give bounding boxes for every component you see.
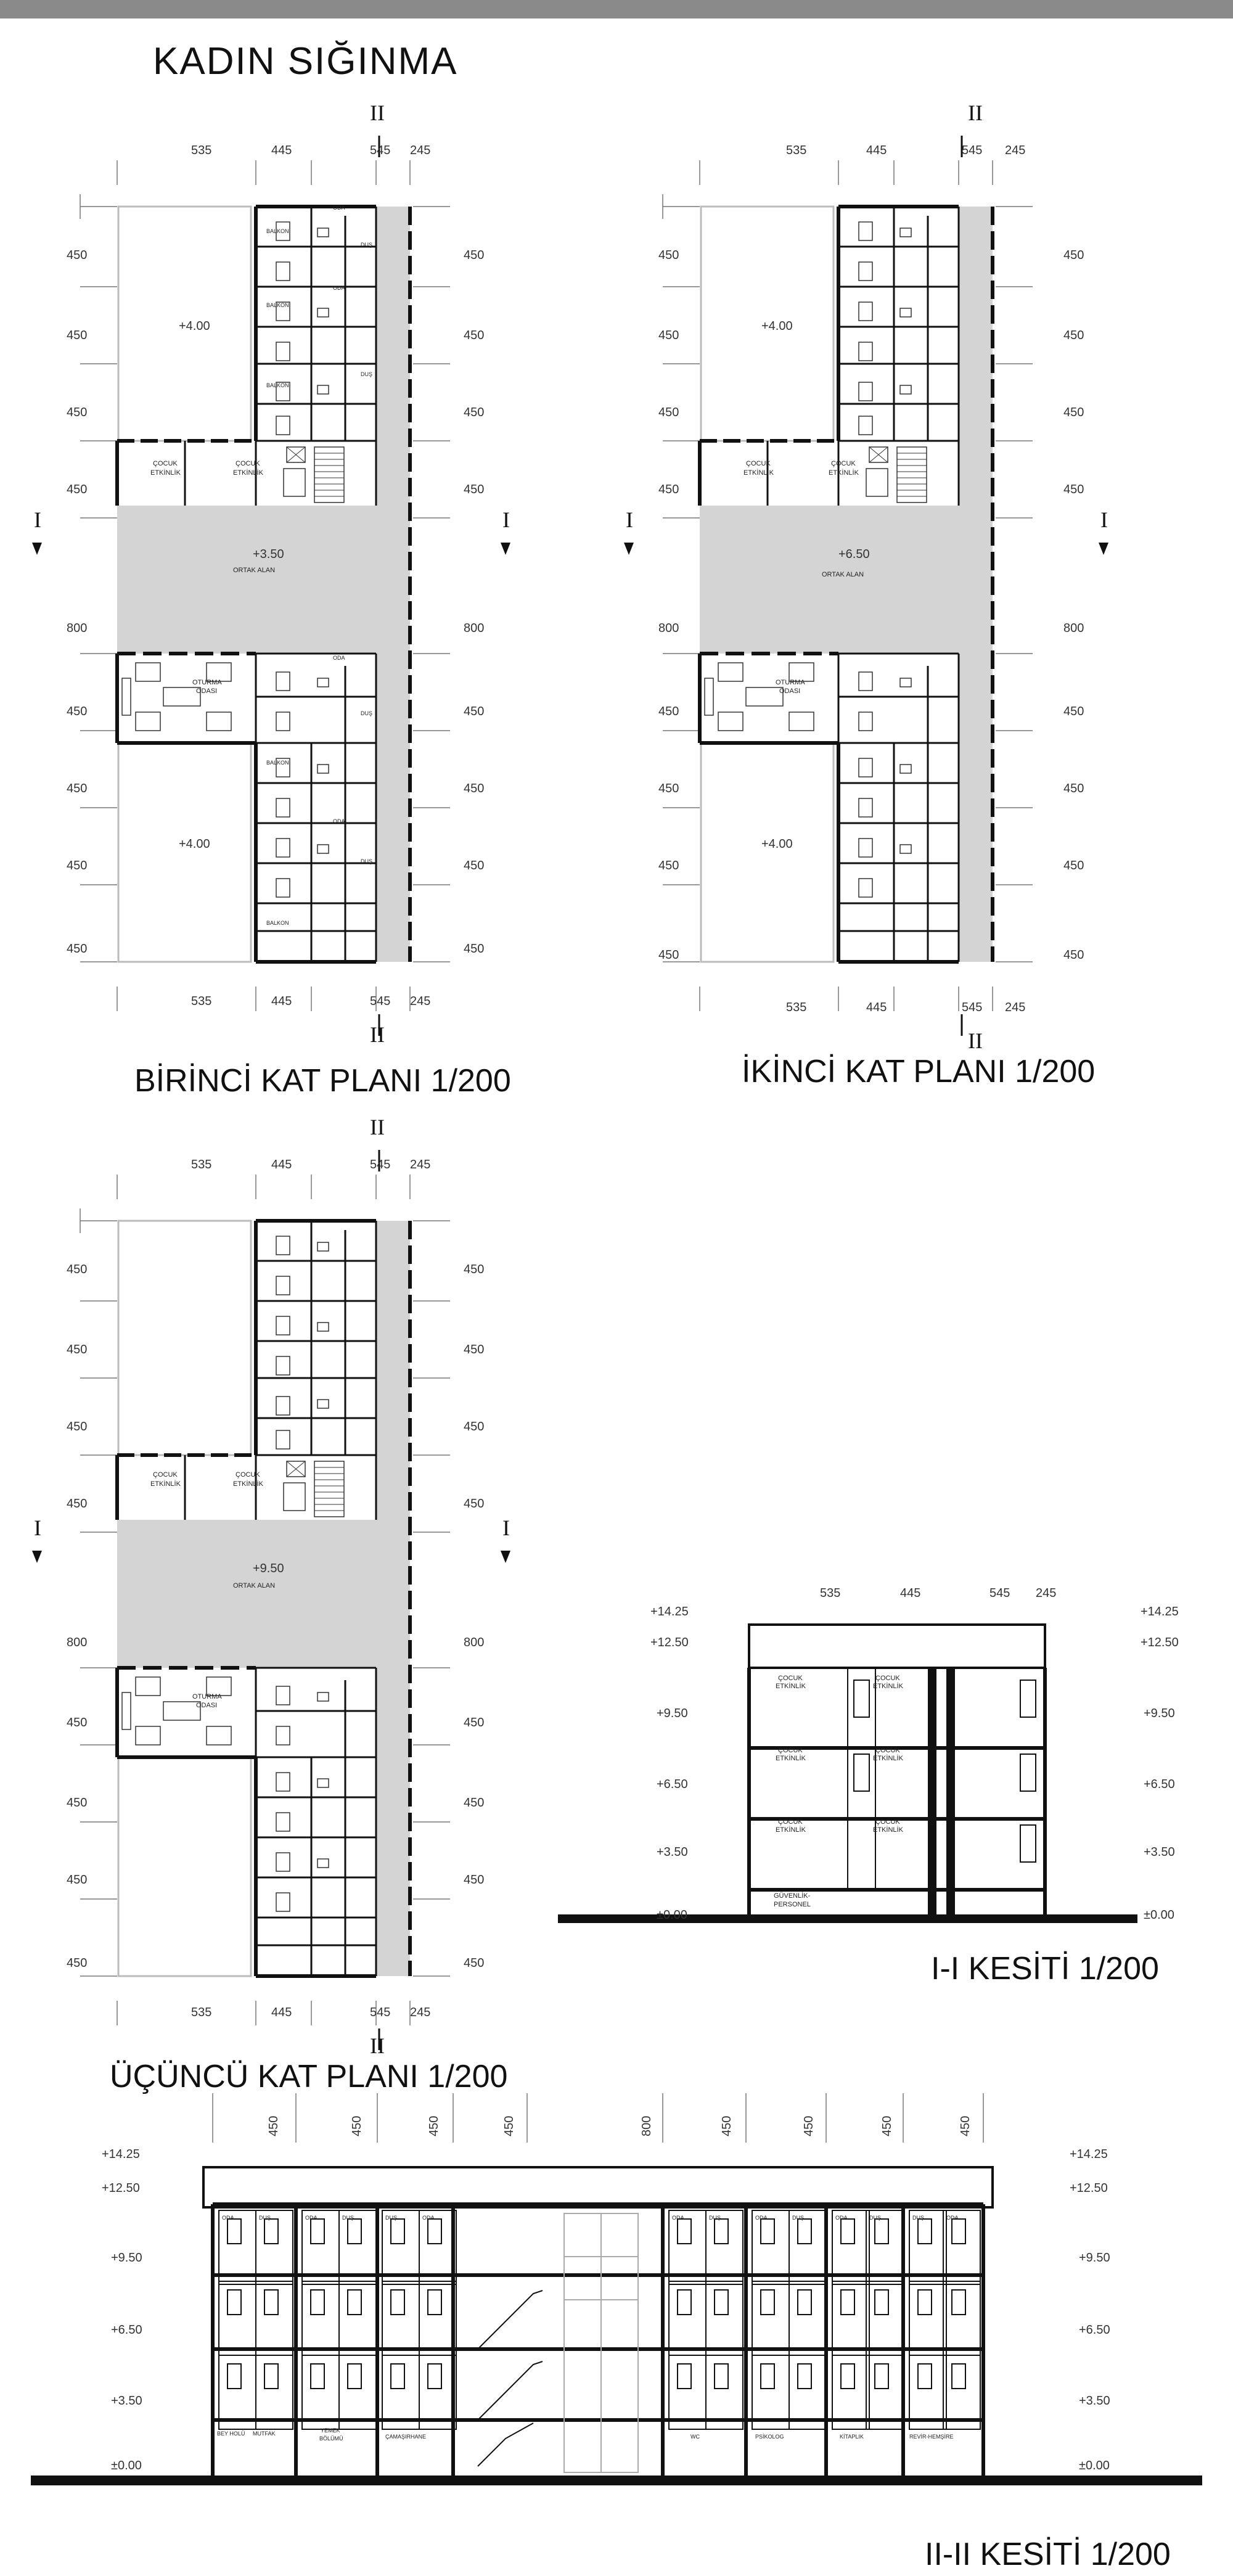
third-floor-room-cocuk-2: ÇOCUK [236, 1471, 260, 1479]
third-left-dim-2: 450 [67, 1343, 88, 1356]
first-left-dim-9: 450 [67, 942, 88, 956]
first-floor-room-etkinlik-2: ETKİNLİK [233, 469, 263, 477]
third-left-dim-9: 450 [67, 1956, 88, 1970]
first-floor-terrace-level: +4.00 [179, 319, 210, 333]
section-i-etkinlik-4: ETKİNLİK [873, 1683, 903, 1690]
first-section-arrow-left [32, 543, 42, 555]
section-i-cocuk-4: ÇOCUK [875, 1675, 900, 1682]
section-i-level-left-3: +6.50 [657, 1778, 688, 1791]
third-floor-room-etkinlik-1: ETKİNLİK [150, 1480, 181, 1488]
first-floor-oda-2: ODA [333, 285, 345, 291]
second-left-dim-5: 800 [658, 621, 679, 635]
section-ii-dim-9: 450 [959, 2115, 972, 2136]
section-i-etkinlik-2: ETKİNLİK [776, 1755, 806, 1762]
third-section-mark-right: I [502, 1516, 510, 1540]
first-floor-room-etkinlik-1: ETKİNLİK [150, 469, 181, 477]
second-left-dim-6: 450 [658, 705, 679, 718]
section-ii-level-right-1: +12.50 [1070, 2181, 1108, 2195]
third-right-dim-2: 450 [464, 1343, 485, 1356]
first-floor-oda-4: ODA [333, 818, 345, 824]
section-i-cocuk-6: ÇOCUK [875, 1818, 900, 1826]
section-ii-dim-8: 450 [880, 2115, 894, 2136]
section-ii-room-psikolog: PSİKOLOG [755, 2434, 784, 2440]
section-i-level-right-4: +3.50 [1144, 1845, 1175, 1859]
first-right-dim-9: 450 [464, 942, 485, 956]
third-right-dim-6: 450 [464, 1716, 485, 1729]
section-ii-dim-5: 800 [640, 2115, 653, 2136]
first-top-dim-3: 545 [370, 144, 391, 157]
third-section-arrow-right [501, 1551, 510, 1563]
section-i-personel: PERSONEL [774, 1901, 811, 1908]
second-bottom-dim-4: 245 [1005, 1001, 1026, 1014]
first-floor-dus-1: DUŞ [361, 242, 373, 248]
section-ii-dus-2: DUŞ [342, 2215, 354, 2221]
first-floor-plan [80, 136, 450, 1036]
second-floor-terrace-level: +4.00 [761, 319, 793, 333]
section-ii-oda-4: ODA [672, 2215, 684, 2221]
third-left-dim-4: 450 [67, 1497, 88, 1511]
section-ii-dus-6: DUŞ [869, 2215, 882, 2221]
second-bottom-dim-3: 545 [962, 1001, 983, 1014]
section-i-dim-3: 545 [989, 1586, 1010, 1600]
section-ii-dim-7: 450 [802, 2115, 816, 2136]
section-i-dim-4: 245 [1036, 1586, 1057, 1600]
section-ii-level-left-3: +6.50 [111, 2323, 142, 2337]
second-left-dim-3: 450 [658, 406, 679, 419]
third-right-dim-1: 450 [464, 1263, 485, 1276]
third-bottom-dim-2: 445 [271, 2006, 292, 2019]
section-ii-roof [203, 2167, 993, 2207]
section-ii-dim-2: 450 [350, 2115, 364, 2136]
first-floor-balkon-2: BALKON [266, 302, 289, 308]
third-floor-room-ortak: ORTAK ALAN [233, 1582, 276, 1589]
first-floor-dus-3: DUŞ [361, 710, 373, 716]
section-ii-level-right-2: +9.50 [1079, 2251, 1110, 2265]
second-top-dim-1: 535 [786, 144, 807, 157]
first-floor-room-cocuk-2: ÇOCUK [236, 460, 260, 467]
section-i-level-right-3: +6.50 [1144, 1778, 1175, 1791]
section-i-etkinlik-1: ETKİNLİK [776, 1683, 806, 1690]
section-i-caption: I-I KESİTİ 1/200 [931, 1951, 1159, 1987]
first-floor-dus-4: DUŞ [361, 858, 373, 864]
third-floor-room-odasi: ODASI [196, 1702, 218, 1709]
section-ii-oda-2: ODA [305, 2215, 317, 2221]
section-i-cocuk-3: ÇOCUK [778, 1818, 803, 1826]
first-right-dim-6: 450 [464, 705, 485, 718]
section-ii-level-left-5: ±0.00 [111, 2459, 142, 2472]
section-ii-level-left-1: +12.50 [102, 2181, 140, 2195]
section-ii-room-camasirhane: ÇAMAŞIRHANE [385, 2434, 427, 2440]
second-bottom-dim-1: 535 [786, 1001, 807, 1014]
second-right-dim-8: 450 [1063, 859, 1084, 872]
section-ii-oda-7: ODA [946, 2215, 959, 2221]
first-floor-balkon-4: BALKON [266, 760, 289, 766]
second-section-mark-left: I [626, 507, 633, 532]
third-floor-caption: ÜÇÜNCÜ KAT PLANI 1/200 [110, 2059, 508, 2094]
section-ii-dus-3: DUŞ [385, 2215, 398, 2221]
third-left-dim-5: 800 [67, 1636, 88, 1649]
section-ii-oda-1: ODA [222, 2215, 234, 2221]
sheet-title: KADIN SIĞINMA [153, 40, 458, 83]
second-floor-terrace-level-south: +4.00 [761, 837, 793, 851]
section-ii-level-left-2: +9.50 [111, 2251, 142, 2265]
second-floor-room-etkinlik-1: ETKİNLİK [743, 469, 774, 477]
third-top-dim-2: 445 [271, 1158, 292, 1171]
second-floor-room-cocuk-2: ÇOCUK [831, 460, 856, 467]
third-top-dim-4: 245 [410, 1158, 431, 1171]
second-section-arrow-left [624, 543, 634, 555]
first-left-dim-3: 450 [67, 406, 88, 419]
third-floor-plan [80, 1150, 450, 2050]
section-i-dim-1: 535 [820, 1586, 841, 1600]
second-floor-common-level: +6.50 [838, 548, 870, 561]
first-right-dim-3: 450 [464, 406, 485, 419]
first-left-dim-5: 800 [67, 621, 88, 635]
first-left-dim-2: 450 [67, 329, 88, 342]
second-right-dim-1: 450 [1063, 248, 1084, 262]
first-top-dim-1: 535 [191, 144, 212, 157]
third-left-dim-1: 450 [67, 1263, 88, 1276]
section-i-level-left-1: +12.50 [650, 1636, 689, 1649]
second-left-dim-9: 450 [658, 948, 679, 962]
third-top-dim-1: 535 [191, 1158, 212, 1171]
third-floor-room-cocuk-1: ÇOCUK [153, 1471, 178, 1479]
first-right-dim-1: 450 [464, 248, 485, 262]
first-floor-room-ortak: ORTAK ALAN [233, 567, 276, 574]
second-right-dim-3: 450 [1063, 406, 1084, 419]
section-i-etkinlik-6: ETKİNLİK [873, 1826, 903, 1834]
second-right-dim-5: 800 [1063, 621, 1084, 635]
second-floor-plan [663, 136, 1033, 1036]
first-south-mark: II [370, 1022, 385, 1047]
second-floor-room-odasi: ODASI [779, 687, 801, 695]
section-ii-level-right-4: +3.50 [1079, 2394, 1110, 2408]
section-i-level-left-4: +3.50 [657, 1845, 688, 1859]
second-right-dim-6: 450 [1063, 705, 1084, 718]
third-south-mark: II [370, 2033, 385, 2058]
section-i-level-right-5: ±0.00 [1144, 1908, 1174, 1922]
third-floor-common-level: +9.50 [253, 1562, 284, 1575]
second-section-mark-right: I [1100, 507, 1108, 532]
third-right-dim-3: 450 [464, 1420, 485, 1434]
section-ii-level-right-0: +14.25 [1070, 2147, 1108, 2161]
section-ii-oda-5: ODA [755, 2215, 768, 2221]
first-floor-room-oturma: OTURMA [192, 679, 222, 686]
third-left-dim-6: 450 [67, 1716, 88, 1729]
second-right-dim-7: 450 [1063, 782, 1084, 795]
first-bottom-dim-3: 545 [370, 995, 391, 1008]
section-i-level-left-5: ±0.00 [657, 1908, 687, 1922]
first-floor-balkon-5: BALKON [266, 920, 289, 926]
third-right-dim-9: 450 [464, 1956, 485, 1970]
section-i-etkinlik-3: ETKİNLİK [776, 1826, 806, 1834]
first-north-mark: II [370, 100, 385, 125]
third-bottom-dim-4: 245 [410, 2006, 431, 2019]
first-floor-caption: BİRİNCİ KAT PLANI 1/200 [134, 1063, 511, 1099]
second-bottom-dim-2: 445 [866, 1001, 887, 1014]
section-ii-level-left-0: +14.25 [102, 2147, 140, 2161]
first-section-arrow-right [501, 543, 510, 555]
section-ii-stairs [478, 2213, 638, 2472]
first-bottom-dim-2: 445 [271, 995, 292, 1008]
third-bottom-dim-1: 535 [191, 2006, 212, 2019]
section-i-level-left-2: +9.50 [657, 1707, 688, 1720]
second-left-dim-8: 450 [658, 859, 679, 872]
second-floor-room-oturma: OTURMA [776, 679, 805, 686]
section-ii-slabs [213, 2204, 983, 2476]
section-ii-level-left-4: +3.50 [111, 2394, 142, 2408]
section-ii-level-right-3: +6.50 [1079, 2323, 1110, 2337]
second-left-dim-4: 450 [658, 483, 679, 496]
first-section-mark-left: I [34, 507, 41, 532]
section-i-guvenlik: GÜVENLİK- [774, 1892, 811, 1900]
third-section-arrow-left [32, 1551, 42, 1563]
first-floor-room-odasi: ODASI [196, 687, 218, 695]
section-ii-room-bey-holu: BEY HOLÜ [217, 2430, 245, 2437]
first-floor-oda-1: ODA [333, 205, 345, 211]
third-left-dim-7: 450 [67, 1796, 88, 1810]
first-floor-terrace-level-south: +4.00 [179, 837, 210, 851]
second-north-mark: II [968, 100, 983, 125]
first-right-dim-2: 450 [464, 329, 485, 342]
first-right-dim-8: 450 [464, 859, 485, 872]
section-ii-dim-6: 450 [720, 2115, 734, 2136]
section-ii-room-yemek: YEMEK [321, 2427, 340, 2434]
section-i-cocuk-2: ÇOCUK [778, 1747, 803, 1754]
second-left-dim-7: 450 [658, 782, 679, 795]
second-right-dim-9: 450 [1063, 948, 1084, 962]
section-ii-dus-7: DUŞ [912, 2215, 925, 2221]
first-floor-dus-2: DUŞ [361, 371, 373, 377]
section-ii-room-bolumu: BÖLÜMÜ [319, 2435, 343, 2442]
third-right-dim-8: 450 [464, 1873, 485, 1887]
third-left-dim-8: 450 [67, 1873, 88, 1887]
section-i-level-left-0: +14.25 [650, 1605, 689, 1618]
section-ii-dim-1: 450 [267, 2115, 281, 2136]
first-right-dim-4: 450 [464, 483, 485, 496]
section-i-level-right-2: +9.50 [1144, 1707, 1175, 1720]
first-floor-common-level: +3.50 [253, 548, 284, 561]
second-top-dim-4: 245 [1005, 144, 1026, 157]
third-top-dim-3: 545 [370, 1158, 391, 1171]
section-i-etkinlik-5: ETKİNLİK [873, 1755, 903, 1762]
section-ii-oda-6: ODA [835, 2215, 848, 2221]
first-right-dim-5: 800 [464, 621, 485, 635]
second-left-dim-2: 450 [658, 329, 679, 342]
third-right-dim-7: 450 [464, 1796, 485, 1810]
first-floor-room-cocuk-1: ÇOCUK [153, 460, 178, 467]
first-section-mark-right: I [502, 507, 510, 532]
second-south-mark: II [968, 1028, 983, 1053]
section-ii-room-wc: WC [690, 2434, 700, 2440]
section-i-dim-2: 445 [900, 1586, 921, 1600]
third-floor-room-etkinlik-2: ETKİNLİK [233, 1480, 263, 1488]
second-floor-room-ortak: ORTAK ALAN [822, 571, 864, 578]
first-floor-balkon-1: BALKON [266, 228, 289, 234]
second-right-dim-4: 450 [1063, 483, 1084, 496]
section-i-cocuk-5: ÇOCUK [875, 1747, 900, 1754]
second-right-dim-2: 450 [1063, 329, 1084, 342]
first-left-dim-7: 450 [67, 782, 88, 795]
third-right-dim-5: 800 [464, 1636, 485, 1649]
first-top-dim-2: 445 [271, 144, 292, 157]
section-ii-room-revir: REVİR-HEMŞİRE [909, 2434, 954, 2440]
first-left-dim-8: 450 [67, 859, 88, 872]
section-i-level-right-0: +14.25 [1141, 1605, 1179, 1618]
first-left-dim-6: 450 [67, 705, 88, 718]
section-ii-dus-4: DUŞ [709, 2215, 721, 2221]
first-left-dim-1: 450 [67, 248, 88, 262]
second-section-arrow-right [1099, 543, 1108, 555]
second-top-dim-2: 445 [866, 144, 887, 157]
section-ii-drawing [31, 2167, 1202, 2485]
section-i-drawing [558, 1625, 1137, 1923]
first-floor-oda-3: ODA [333, 655, 345, 661]
second-floor-room-etkinlik-2: ETKİNLİK [829, 469, 859, 477]
second-top-dim-3: 545 [962, 144, 983, 157]
third-bottom-dim-3: 545 [370, 2006, 391, 2019]
section-ii-dim-3: 450 [427, 2115, 441, 2136]
third-north-mark: II [370, 1115, 385, 1139]
section-ii-dim-lines [213, 2093, 983, 2143]
first-floor-balkon-3: BALKON [266, 382, 289, 388]
section-i-cocuk-1: ÇOCUK [778, 1675, 803, 1682]
section-ii-room-kitaplik: KİTAPLIK [840, 2434, 864, 2440]
section-ii-room-mutfak: MUTFAK [253, 2430, 276, 2437]
first-bottom-dim-4: 245 [410, 995, 431, 1008]
first-left-dim-4: 450 [67, 483, 88, 496]
second-floor-caption: İKİNCİ KAT PLANI 1/200 [742, 1054, 1096, 1089]
second-floor-room-cocuk-1: ÇOCUK [746, 460, 771, 467]
section-ii-oda-3: ODA [422, 2215, 435, 2221]
section-ii-dus-1: DUŞ [259, 2215, 271, 2221]
first-top-dim-4: 245 [410, 144, 431, 157]
section-ii-dim-4: 450 [502, 2115, 516, 2136]
third-floor-room-oturma: OTURMA [192, 1693, 222, 1700]
third-section-mark-left: I [34, 1516, 41, 1540]
first-right-dim-7: 450 [464, 782, 485, 795]
section-i-level-right-1: +12.50 [1141, 1636, 1179, 1649]
section-ii-dus-5: DUŞ [792, 2215, 805, 2221]
section-ii-ground [31, 2476, 1202, 2485]
third-right-dim-4: 450 [464, 1497, 485, 1511]
section-ii-caption: II-II KESİTİ 1/200 [925, 2537, 1171, 2572]
third-left-dim-3: 450 [67, 1420, 88, 1434]
second-left-dim-1: 450 [658, 248, 679, 262]
section-ii-level-right-5: ±0.00 [1079, 2459, 1110, 2472]
first-bottom-dim-1: 535 [191, 995, 212, 1008]
